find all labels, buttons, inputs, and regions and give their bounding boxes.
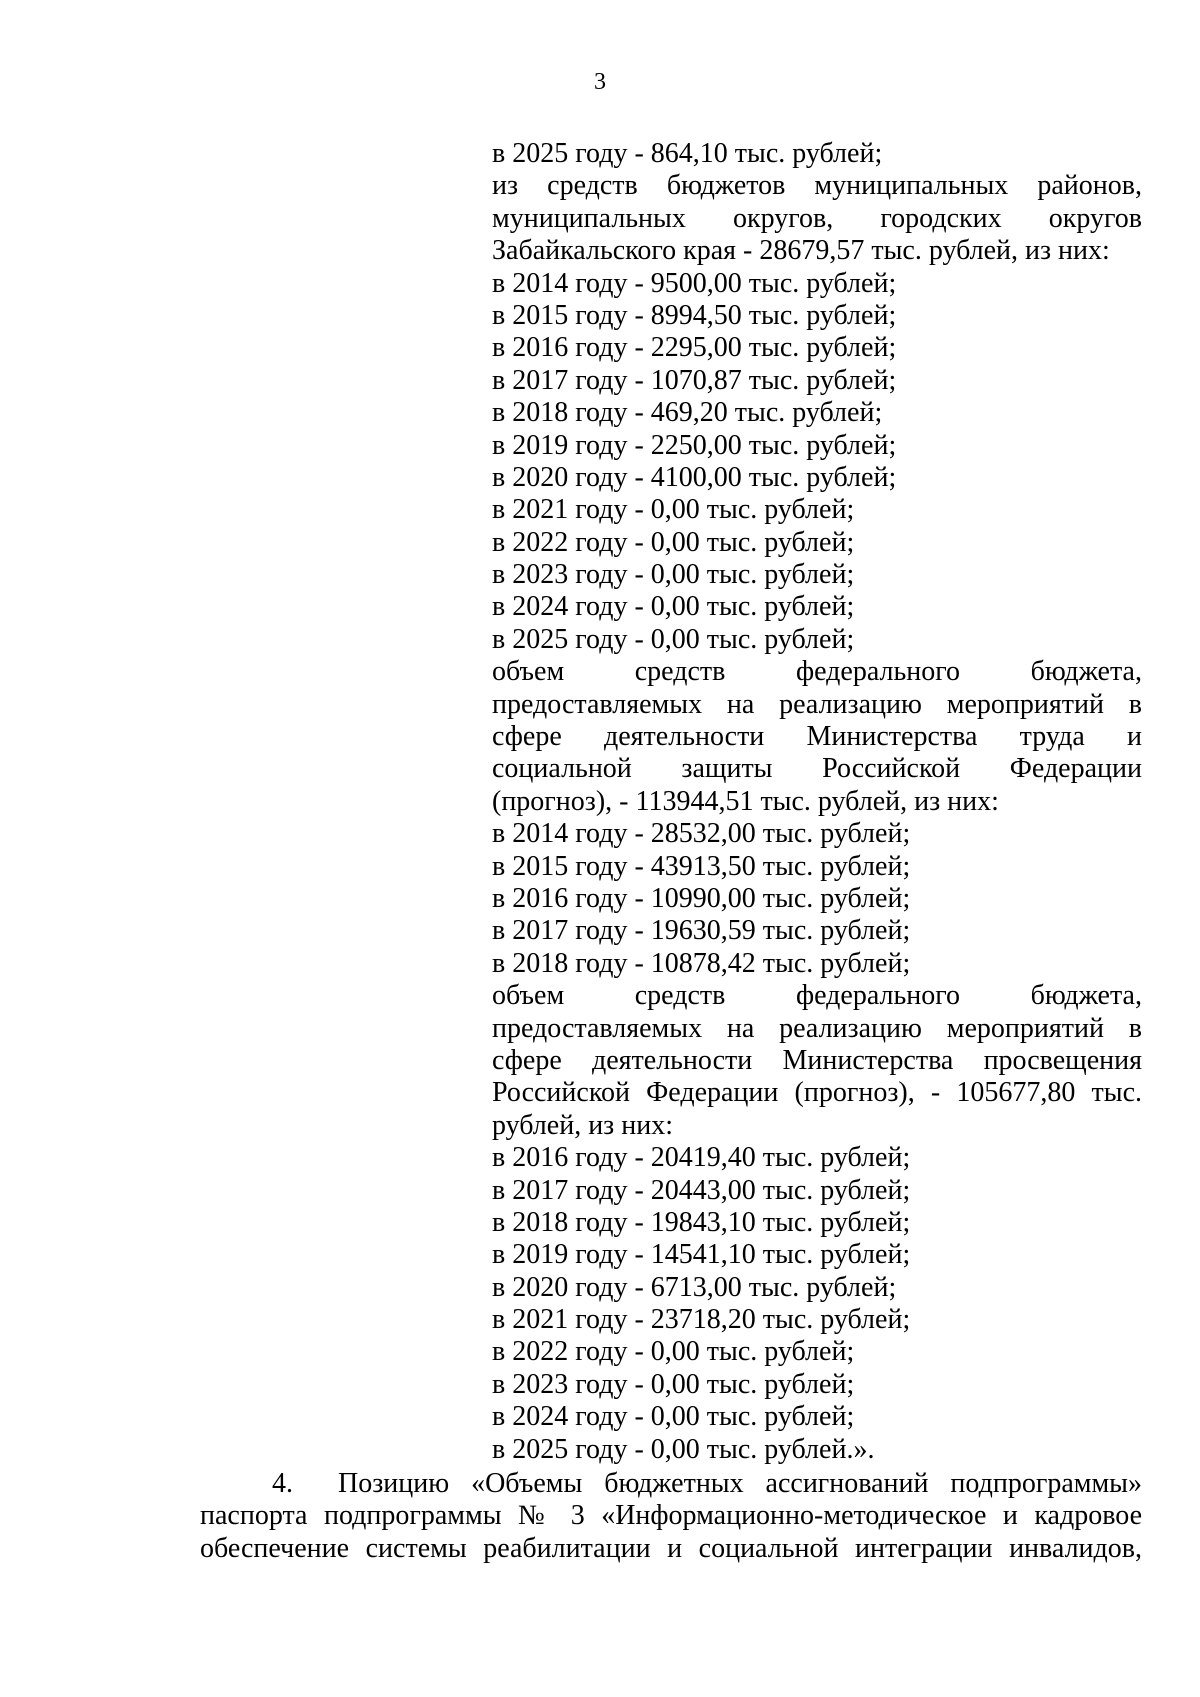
- text-line: в 2024 году - 0,00 тыс. рублей;: [492, 1401, 855, 1433]
- text-line: из средств бюджетов муниципальных районов,: [492, 170, 1142, 202]
- text-line: предоставляемых на реализацию мероприятий в: [492, 1012, 1142, 1044]
- text-line: сфере деятельности Министерства труда и: [492, 721, 1142, 753]
- text-line: в 2014 году - 9500,00 тыс. рублей;: [492, 267, 897, 299]
- text-line: в 2017 году - 20443,00 тыс. рублей;: [492, 1174, 911, 1206]
- text-line: в 2021 году - 0,00 тыс. рублей;: [492, 494, 855, 526]
- paragraph-number: 4.: [272, 1468, 293, 1499]
- text-line: в 2025 году - 0,00 тыс. рублей.».: [492, 1433, 875, 1465]
- text-line: в 2018 году - 19843,10 тыс. рублей;: [492, 1206, 911, 1238]
- text-line: рублей, из них:: [492, 1109, 673, 1141]
- text-line: Российской Федерации (прогноз), - 105677,80 тыс.: [492, 1077, 1142, 1109]
- text-line: в 2020 году - 4100,00 тыс. рублей;: [492, 461, 897, 493]
- text-line: в 2019 году - 2250,00 тыс. рублей;: [492, 429, 897, 461]
- text-line: в 2022 году - 0,00 тыс. рублей;: [492, 526, 855, 558]
- text-line: в 2025 году - 0,00 тыс. рублей;: [492, 623, 855, 655]
- text-line: в 2020 году - 6713,00 тыс. рублей;: [492, 1271, 897, 1303]
- text-line: в 2023 году - 0,00 тыс. рублей;: [492, 559, 855, 591]
- text-line: социальной защиты Российской Федерации: [492, 753, 1142, 785]
- text-line: в 2018 году - 10878,42 тыс. рублей;: [492, 947, 911, 979]
- paragraph-line: обеспечение системы реабилитации и социальной интеграции инвалидов,: [200, 1532, 1142, 1564]
- text-line: в 2019 году - 14541,10 тыс. рублей;: [492, 1239, 911, 1271]
- text-line: в 2024 году - 0,00 тыс. рублей;: [492, 591, 855, 623]
- text-line: муниципальных округов, городских округов: [492, 202, 1142, 234]
- text-line: в 2018 году - 469,20 тыс. рублей;: [492, 397, 883, 429]
- text-line: Забайкальского края - 28679,57 тыс. рублей, из них:: [492, 235, 1110, 267]
- paragraph-4: [200, 1468, 1142, 1565]
- text-line: предоставляемых на реализацию мероприятий в: [492, 688, 1142, 720]
- text-line: в 2014 году - 28532,00 тыс. рублей;: [492, 818, 911, 850]
- page-number: 3: [594, 69, 606, 95]
- text-line: (прогноз), - 113944,51 тыс. рублей, из них:: [492, 785, 999, 817]
- text-line: объем средств федерального бюджета,: [492, 980, 1142, 1012]
- text-line: в 2017 году - 1070,87 тыс. рублей;: [492, 364, 897, 396]
- paragraph-first-line: [200, 1468, 1142, 1500]
- text-line: в 2016 году - 10990,00 тыс. рублей;: [492, 882, 911, 914]
- paragraph-text: Позицию «Объемы бюджетных ассигнований подпрограммы»: [338, 1468, 1142, 1499]
- text-line: в 2016 году - 20419,40 тыс. рублей;: [492, 1142, 911, 1174]
- text-line: в 2015 году - 8994,50 тыс. рублей;: [492, 299, 897, 331]
- text-line: в 2022 году - 0,00 тыс. рублей;: [492, 1336, 855, 1368]
- text-line: сфере деятельности Министерства просвещения: [492, 1044, 1142, 1076]
- paragraph-line: паспорта подпрограммы № 3 «Информационно-методическое и кадровое: [200, 1500, 1142, 1532]
- text-line: в 2025 году - 864,10 тыс. рублей;: [492, 138, 883, 169]
- text-line: в 2016 году - 2295,00 тыс. рублей;: [492, 332, 897, 364]
- text-line: объем средств федерального бюджета,: [492, 656, 1142, 688]
- text-line: в 2021 году - 23718,20 тыс. рублей;: [492, 1304, 911, 1336]
- funding-details-block: [492, 138, 1142, 1466]
- text-line: в 2023 году - 0,00 тыс. рублей;: [492, 1368, 855, 1400]
- text-line: в 2015 году - 43913,50 тыс. рублей;: [492, 850, 911, 882]
- text-line: в 2017 году - 19630,59 тыс. рублей;: [492, 915, 911, 947]
